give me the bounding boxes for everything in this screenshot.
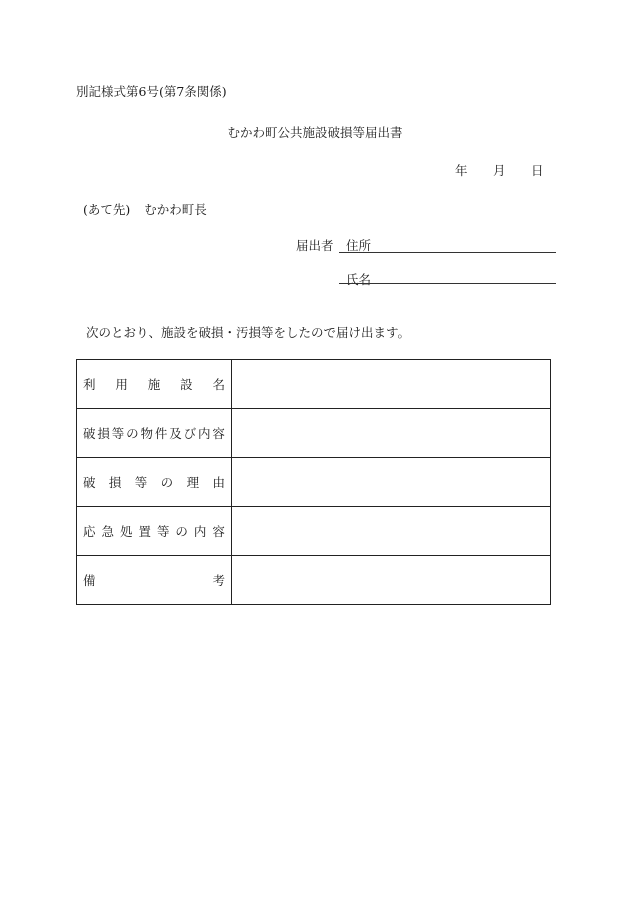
table-row xyxy=(77,507,551,556)
row-label: 備 考 xyxy=(83,573,225,588)
row-label: 応 急 処 置 等 の 内 容 xyxy=(83,524,225,539)
row-label-cell xyxy=(77,556,232,605)
table-row xyxy=(77,409,551,458)
name-field-line[interactable] xyxy=(339,283,556,284)
row-label: 破 損 等 の 理 由 xyxy=(83,475,225,490)
row-label: 破 損 等 の 物 件 及 び 内 容 xyxy=(83,426,225,441)
row-value-field[interactable] xyxy=(232,409,551,458)
table-row xyxy=(77,458,551,507)
notifier-label: 届出者 xyxy=(296,238,334,253)
addressee-prefix: (あて先) xyxy=(83,202,131,217)
address-field-line[interactable] xyxy=(339,252,556,253)
addressee xyxy=(83,200,207,218)
row-value-field[interactable] xyxy=(232,507,551,556)
row-value-field[interactable] xyxy=(232,556,551,605)
row-label: 利 用 施 設 名 xyxy=(83,377,225,392)
name-label: 氏名 xyxy=(346,272,372,287)
statement-text: 次のとおり、施設を破損・汚損等をしたので届け出ます。 xyxy=(86,325,411,340)
row-label-cell xyxy=(77,458,232,507)
document-title: むかわ町公共施設破損等届出書 xyxy=(227,125,403,140)
form-number: 別記様式第6号(第7条関係) xyxy=(76,84,227,99)
table-row xyxy=(77,556,551,605)
notification-table xyxy=(76,359,551,605)
addressee-name: むかわ町長 xyxy=(144,202,207,217)
date-day-label: 日 xyxy=(531,163,544,178)
row-value-field[interactable] xyxy=(232,360,551,409)
date-year-label: 年 xyxy=(455,163,468,178)
row-value-field[interactable] xyxy=(232,458,551,507)
table-row xyxy=(77,360,551,409)
row-label-cell xyxy=(77,409,232,458)
date-month-label: 月 xyxy=(493,163,506,178)
row-label-cell xyxy=(77,360,232,409)
address-label: 住所 xyxy=(346,238,372,253)
row-label-cell xyxy=(77,507,232,556)
